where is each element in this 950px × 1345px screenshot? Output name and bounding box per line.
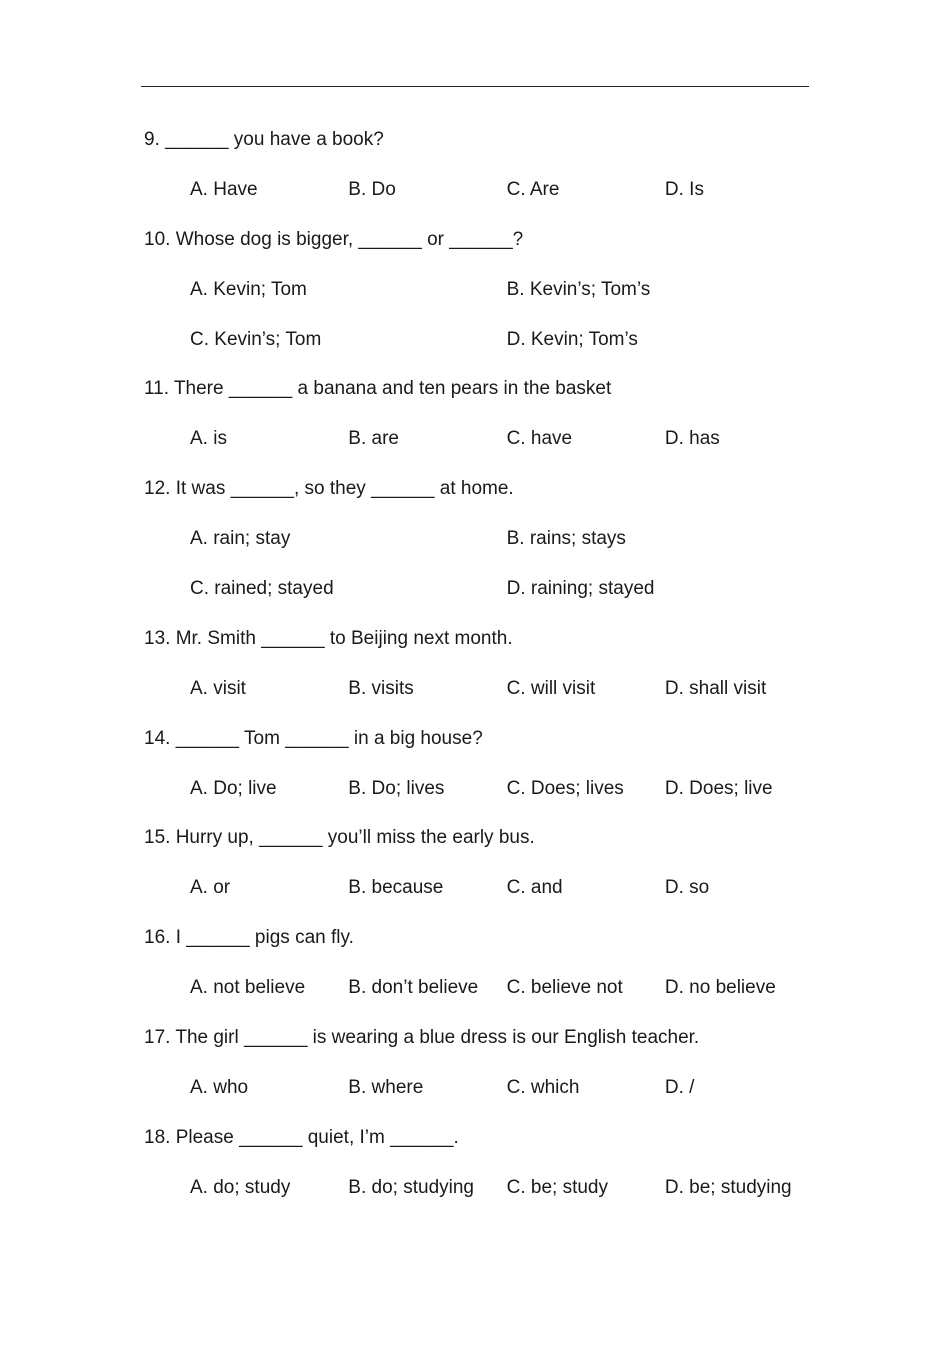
- option-b[interactable]: B. where: [348, 1076, 424, 1098]
- option-d[interactable]: D. Does; live: [664, 777, 773, 799]
- option-a[interactable]: A. do; study: [190, 1176, 291, 1198]
- option-c[interactable]: C. which: [506, 1076, 580, 1098]
- question-stem: 9. ______ you have a book?: [144, 129, 384, 150]
- option-b[interactable]: B. Do: [348, 178, 396, 200]
- option-row: [144, 671, 824, 721]
- option-a[interactable]: A. or: [190, 877, 231, 899]
- question-stem: 13. Mr. Smith ______ to Beijing next month.: [144, 627, 513, 649]
- option-a[interactable]: A. Kevin; Tom: [190, 278, 307, 300]
- option-c[interactable]: C. will visit: [506, 677, 596, 699]
- option-c[interactable]: C. believe not: [506, 977, 623, 999]
- option-row: [144, 322, 824, 372]
- option-a[interactable]: A. Do; live: [190, 777, 277, 799]
- option-row: [144, 1170, 824, 1220]
- option-d[interactable]: D. Kevin; Tom’s: [506, 328, 638, 350]
- option-row: [144, 421, 824, 471]
- option-row: [144, 272, 824, 322]
- option-row: [144, 970, 824, 1020]
- question-stem: 16. I ______ pigs can fly.: [144, 927, 354, 949]
- question-stem: 10. Whose dog is bigger, ______ or ______?: [144, 228, 524, 250]
- option-b[interactable]: B. do; studying: [348, 1176, 474, 1198]
- option-c[interactable]: C. rained; stayed: [190, 578, 334, 600]
- option-c[interactable]: C. Are: [506, 178, 560, 200]
- option-c[interactable]: C. Kevin’s; Tom: [190, 328, 322, 350]
- question-stem: 17. The girl ______ is wearing a blue dress is our English teacher.: [144, 1027, 700, 1049]
- option-d[interactable]: D. so: [664, 877, 710, 899]
- option-a[interactable]: A. visit: [190, 677, 246, 699]
- option-a[interactable]: A. not believe: [190, 977, 306, 999]
- option-d[interactable]: D. Is: [664, 178, 704, 200]
- option-c[interactable]: C. be; study: [506, 1176, 608, 1198]
- option-a[interactable]: A. rain; stay: [190, 528, 291, 550]
- option-row: [144, 571, 824, 621]
- option-d[interactable]: D. shall visit: [664, 677, 767, 699]
- question-stem: 14. ______ Tom ______ in a big house?: [144, 727, 483, 749]
- option-d[interactable]: D. /: [664, 1076, 695, 1098]
- question-stem: 11. There ______ a banana and ten pears in the basket: [144, 378, 612, 400]
- option-b[interactable]: B. don’t believe: [348, 977, 479, 999]
- option-d[interactable]: D. raining; stayed: [506, 578, 655, 600]
- option-row: [144, 771, 824, 821]
- question-stem: 18. Please ______ quiet, I’m ______.: [144, 1126, 459, 1148]
- option-b[interactable]: B. are: [348, 428, 399, 450]
- option-b[interactable]: B. Do; lives: [348, 777, 445, 799]
- option-d[interactable]: D. be; studying: [664, 1176, 792, 1198]
- option-b[interactable]: B. because: [348, 877, 444, 899]
- option-d[interactable]: D. no believe: [664, 977, 776, 999]
- option-a[interactable]: A. Have: [190, 178, 258, 200]
- option-row: [144, 1070, 824, 1120]
- header-rule: [141, 86, 809, 87]
- option-row: [144, 172, 824, 222]
- question-stem: 15. Hurry up, ______ you’ll miss the early bus.: [144, 827, 535, 849]
- option-row: [144, 870, 824, 920]
- option-c[interactable]: C. have: [506, 428, 573, 450]
- option-row: [144, 521, 824, 571]
- option-d[interactable]: D. has: [664, 428, 720, 450]
- option-a[interactable]: A. is: [190, 428, 227, 450]
- option-b[interactable]: B. Kevin’s; Tom’s: [506, 278, 651, 300]
- question-stem: 12. It was ______, so they ______ at home.: [144, 478, 514, 500]
- option-c[interactable]: C. Does; lives: [506, 777, 624, 799]
- option-a[interactable]: A. who: [190, 1076, 249, 1098]
- option-b[interactable]: B. visits: [348, 677, 414, 699]
- question-list: [144, 122, 824, 1220]
- option-b[interactable]: B. rains; stays: [506, 528, 626, 550]
- option-c[interactable]: C. and: [506, 877, 563, 899]
